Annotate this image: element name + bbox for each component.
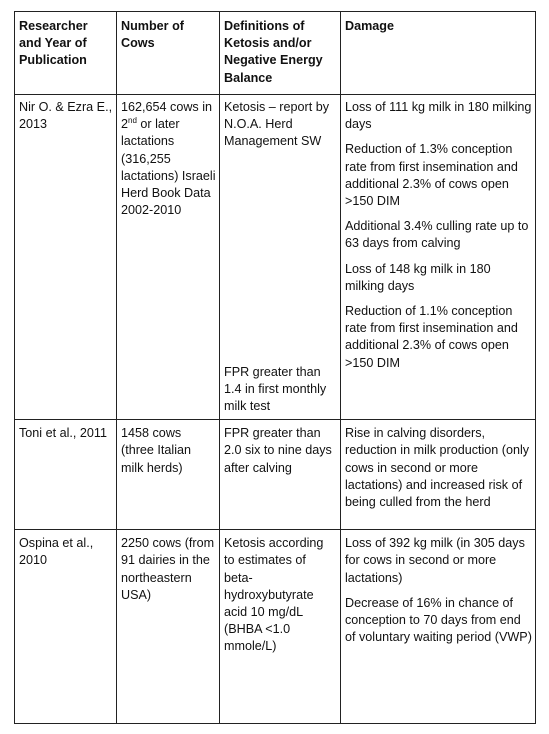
cell-damage [341,95,536,420]
cell-cows: 2250 cows (from 91 dairies in the northeastern USA) [117,530,220,724]
damage-item: Loss of 148 kg milk in 180 milking days [345,261,491,293]
header-researcher: Researcher and Year of Publication [15,12,117,95]
header-definitions: Definitions of Ketosis and/or Negative Energy Balance [220,12,341,95]
cows-text-superscript: nd [128,116,137,126]
cows-text-prefix: 162,654 cows in 2 [121,100,213,132]
cell-cows [117,95,220,420]
cell-definition: FPR greater than 2.0 six to nine days after calving [220,420,341,530]
cows-text-suffix: or later lactations (316,255 lactations) Israeli Herd Book Data 2002-2010 [121,117,216,218]
table-row [15,95,536,420]
definition-ketosis-report: Ketosis – report by N.O.A. Herd Management SW [224,100,329,149]
cell-definition [220,95,341,420]
damage-item: Loss of 392 kg milk (in 305 days for cows in second or more lactations) [345,536,525,585]
research-table [14,11,536,724]
definition-spacer [224,159,337,364]
damage-item: Decrease of 16% in chance of conception to 70 days from end of voluntary waiting period (VWP) [345,595,532,645]
cell-researcher: Ospina et al., 2010 [15,530,117,724]
cell-cows: 1458 cows (three Italian milk herds) [117,420,220,530]
table-row [15,530,536,724]
cell-researcher: Toni et al., 2011 [15,420,117,530]
definition-fpr: FPR greater than 1.4 in first monthly milk test [224,364,327,414]
header-number-of-cows: Number of Cows [117,12,220,95]
table-row [15,420,536,530]
damage-item: Reduction of 1.3% conception rate from first insemination and additional 2.3% of cows open >150 DIM [345,142,518,209]
cell-damage [341,530,536,724]
damage-item: Reduction of 1.1% conception rate from first insemination and additional 2.3% of cows open >150 DIM [345,304,518,370]
cell-definition: Ketosis according to estimates of beta-hydroxybutyrate acid 10 mg/dL (BHBA <1.0 mmole/L) [220,530,341,724]
header-row [15,12,536,95]
cell-damage: Rise in calving disorders, reduction in milk production (only cows in second or more lactations) and increased risk of being culled from the herd [341,420,536,530]
damage-item: Additional 3.4% culling rate up to 63 days from calving [345,219,529,251]
header-damage: Damage [341,12,536,95]
damage-item: Loss of 111 kg milk in 180 milking days [345,100,532,132]
cell-researcher: Nir O. & Ezra E., 2013 [15,95,117,420]
